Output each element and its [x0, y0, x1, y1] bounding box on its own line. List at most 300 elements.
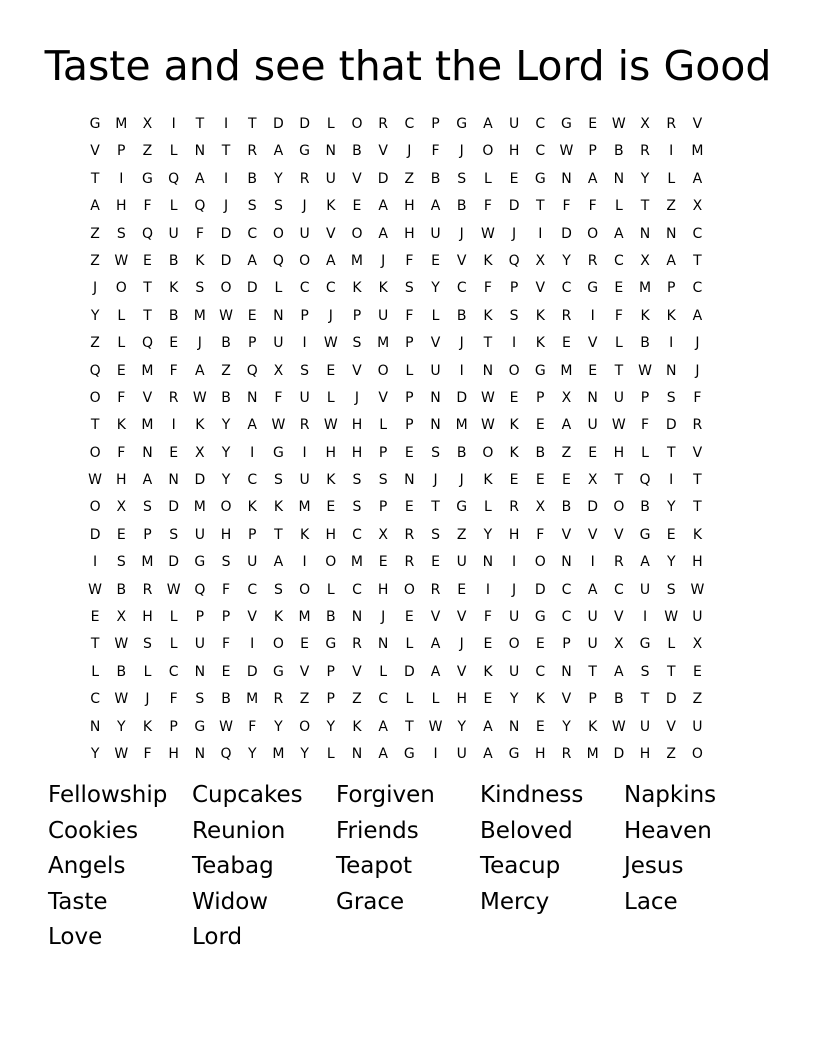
grid-letter: O — [89, 499, 101, 516]
grid-letter: M — [350, 252, 364, 269]
grid-letter: T — [247, 116, 257, 132]
grid-letter: V — [456, 609, 467, 626]
grid-letter: D — [246, 280, 258, 297]
grid-letter: M — [638, 280, 652, 297]
grid-letter: U — [508, 116, 520, 132]
grid-letter: T — [405, 718, 414, 735]
grid-letter: K — [535, 335, 545, 352]
grid-letter: R — [352, 636, 362, 653]
grid-letter: O — [220, 499, 232, 516]
grid-letter: W — [88, 472, 103, 489]
grid-letter: A — [483, 745, 493, 762]
grid-letter: V — [247, 609, 257, 626]
grid-letter: S — [143, 499, 152, 516]
grid-letter: U — [325, 170, 336, 187]
grid-letter: Y — [117, 718, 126, 735]
grid-letter: O — [89, 389, 101, 406]
grid-letter: M — [141, 417, 154, 434]
grid-row — [82, 741, 738, 768]
grid-letter: L — [274, 280, 283, 297]
grid-letter: W — [611, 718, 626, 735]
grid-letter: I — [590, 554, 595, 571]
grid-letter: O — [89, 444, 101, 461]
grid-letter: T — [640, 198, 650, 215]
grid-letter: I — [171, 417, 176, 434]
grid-letter: S — [352, 335, 362, 352]
grid-letter: P — [247, 526, 257, 543]
grid-letter: E — [169, 444, 179, 461]
grid-letter: U — [692, 718, 703, 735]
grid-letter: L — [326, 389, 335, 406]
grid-letter: N — [168, 472, 179, 489]
word-list-item: Teacup — [480, 853, 561, 880]
grid-row — [82, 275, 738, 302]
grid-letter: F — [693, 389, 702, 406]
grid-letter: B — [640, 335, 650, 352]
grid-letter: I — [485, 581, 490, 598]
grid-letter: U — [508, 609, 520, 626]
grid-letter: C — [613, 581, 624, 598]
word-list-item: Cookies — [48, 817, 139, 844]
grid-letter: F — [169, 362, 178, 379]
grid-letter: T — [90, 636, 100, 653]
grid-letter: Y — [221, 472, 231, 489]
grid-letter: G — [142, 170, 153, 187]
grid-letter: K — [483, 663, 493, 680]
grid-letter: L — [405, 636, 414, 653]
grid-letter: W — [166, 581, 181, 598]
grid-letter: S — [666, 581, 676, 598]
grid-letter: K — [352, 280, 362, 297]
grid-letter: U — [430, 225, 441, 242]
grid-letter: R — [299, 170, 310, 187]
grid-letter: R — [299, 417, 310, 434]
grid-letter: N — [273, 307, 284, 324]
grid-letter: Y — [274, 170, 283, 187]
grid-letter: N — [561, 170, 572, 187]
grid-letter: P — [117, 143, 126, 160]
grid-letter: I — [250, 636, 255, 653]
grid-letter: U — [692, 609, 703, 626]
grid-letter: G — [89, 116, 101, 132]
grid-letter: W — [480, 417, 495, 434]
grid-letter: D — [665, 691, 677, 708]
grid-letter: E — [352, 198, 362, 215]
grid-letter: A — [378, 718, 388, 735]
grid-letter: N — [404, 472, 415, 489]
grid-letter: P — [195, 609, 205, 626]
grid-letter: E — [169, 335, 179, 352]
grid-letter: V — [90, 143, 100, 160]
grid-letter: F — [483, 198, 492, 215]
grid-letter: J — [512, 581, 517, 598]
grid-letter: W — [690, 581, 705, 598]
grid-letter: I — [669, 472, 674, 489]
grid-letter: U — [299, 225, 310, 242]
grid-letter: W — [114, 745, 129, 762]
grid-letter: X — [116, 499, 127, 516]
word-list-item: Forgiven — [336, 782, 435, 808]
grid-letter: O — [351, 116, 363, 132]
grid-letter: S — [352, 499, 362, 516]
grid-letter: Q — [508, 252, 520, 269]
grid-letter: O — [220, 280, 232, 297]
grid-letter: V — [352, 170, 362, 187]
grid-letter: V — [456, 663, 467, 680]
grid-letter: T — [483, 335, 493, 352]
grid-letter: V — [692, 116, 703, 132]
grid-letter: S — [509, 307, 519, 324]
grid-letter: A — [587, 581, 598, 598]
grid-letter: H — [639, 745, 651, 762]
grid-letter: A — [142, 472, 153, 489]
grid-letter: K — [116, 417, 126, 434]
grid-letter: J — [328, 307, 333, 324]
grid-letter: P — [588, 691, 597, 708]
grid-letter: J — [695, 362, 700, 379]
grid-letter: K — [142, 718, 153, 735]
grid-letter: X — [535, 499, 546, 516]
grid-letter: V — [666, 718, 676, 735]
grid-letter: L — [326, 581, 335, 598]
word-list-item: Jesus — [624, 853, 684, 880]
grid-letter: P — [221, 609, 231, 626]
grid-letter: Y — [509, 691, 519, 708]
grid-letter: E — [535, 718, 545, 735]
grid-letter: R — [273, 691, 284, 708]
grid-letter: O — [299, 718, 311, 735]
grid-letter: U — [508, 663, 520, 680]
word-list-item: Taste — [48, 888, 108, 915]
grid-letter: E — [404, 609, 414, 626]
grid-letter: O — [403, 581, 415, 598]
grid-letter: T — [666, 444, 676, 461]
grid-letter: T — [143, 307, 152, 324]
grid-letter: A — [247, 417, 257, 434]
grid-letter: D — [273, 116, 284, 132]
grid-letter: E — [247, 307, 257, 324]
grid-letter: A — [430, 636, 441, 653]
grid-letter: V — [378, 389, 388, 406]
grid-letter: M — [350, 554, 364, 571]
grid-letter: H — [456, 691, 467, 708]
grid-letter: E — [457, 581, 467, 598]
grid-letter: I — [302, 554, 307, 571]
grid-letter: N — [246, 389, 258, 406]
grid-letter: S — [431, 444, 440, 461]
grid-letter: T — [666, 663, 676, 680]
grid-letter: W — [114, 691, 129, 708]
grid-letter: M — [586, 745, 599, 762]
grid-letter: L — [169, 143, 178, 160]
grid-letter: H — [351, 444, 363, 461]
grid-letter: W — [638, 362, 652, 379]
grid-letter: C — [535, 663, 546, 680]
grid-letter: P — [562, 636, 571, 653]
grid-letter: F — [405, 307, 414, 324]
grid-letter: E — [588, 116, 598, 132]
grid-letter: Q — [141, 225, 153, 242]
grid-letter: I — [669, 335, 674, 352]
grid-letter: Y — [666, 499, 676, 516]
grid-letter: G — [639, 636, 651, 653]
grid-letter: C — [247, 225, 258, 242]
grid-letter: K — [509, 444, 519, 461]
grid-letter: B — [456, 444, 467, 461]
grid-letter: O — [508, 636, 520, 653]
grid-letter: S — [273, 472, 283, 489]
grid-letter: Z — [666, 745, 677, 762]
grid-letter: G — [456, 499, 468, 516]
grid-letter: J — [197, 335, 202, 352]
grid-letter: G — [534, 362, 546, 379]
grid-letter: M — [141, 554, 154, 571]
grid-letter: L — [405, 691, 414, 708]
grid-letter: K — [588, 718, 598, 735]
grid-letter: P — [169, 718, 178, 735]
grid-letter: V — [325, 225, 336, 242]
grid-letter: S — [169, 526, 179, 543]
grid-letter: V — [352, 362, 362, 379]
grid-letter: D — [456, 389, 468, 406]
grid-letter: X — [692, 636, 703, 653]
grid-letter: U — [299, 472, 310, 489]
grid-row — [82, 385, 738, 412]
grid-letter: H — [508, 143, 520, 160]
grid-letter: N — [482, 554, 494, 571]
grid-letter: Z — [142, 143, 153, 160]
grid-letter: D — [561, 225, 572, 242]
grid-letter: E — [535, 417, 545, 434]
grid-letter: A — [483, 116, 493, 132]
grid-letter: A — [90, 198, 100, 215]
grid-letter: G — [272, 663, 284, 680]
word-list-item: Beloved — [480, 817, 573, 844]
grid-letter: E — [221, 663, 231, 680]
grid-letter: J — [459, 636, 464, 653]
grid-row — [82, 221, 738, 248]
grid-letter: V — [352, 663, 362, 680]
grid-letter: T — [693, 472, 702, 489]
grid-letter: D — [665, 417, 677, 434]
grid-letter: U — [299, 389, 310, 406]
grid-letter: D — [403, 663, 415, 680]
grid-letter: X — [587, 472, 598, 489]
grid-row — [82, 577, 738, 604]
grid-letter: C — [352, 581, 362, 598]
grid-letter: E — [588, 444, 598, 461]
grid-letter: L — [431, 691, 440, 708]
grid-letter: T — [195, 116, 205, 132]
grid-letter: C — [535, 116, 546, 132]
grid-letter: W — [559, 143, 574, 160]
grid-letter: L — [326, 116, 335, 132]
grid-letter: K — [300, 526, 310, 543]
grid-letter: G — [325, 636, 337, 653]
grid-letter: E — [431, 554, 440, 571]
grid-letter: A — [614, 663, 624, 680]
grid-letter: K — [692, 526, 702, 543]
grid-letter: O — [613, 499, 625, 516]
grid-letter: H — [325, 526, 337, 543]
grid-letter: R — [404, 554, 415, 571]
grid-letter: L — [117, 335, 126, 352]
grid-letter: K — [640, 307, 650, 324]
grid-letter: Q — [194, 198, 206, 215]
grid-letter: N — [142, 444, 153, 461]
word-search-grid — [82, 111, 738, 768]
grid-letter: V — [587, 526, 598, 543]
grid-letter: W — [480, 225, 495, 242]
grid-letter: Q — [220, 745, 232, 762]
grid-letter: O — [272, 636, 284, 653]
grid-row — [82, 522, 738, 549]
grid-letter: V — [535, 280, 546, 297]
grid-letter: F — [274, 389, 283, 406]
grid-letter: X — [142, 116, 153, 132]
grid-letter: C — [325, 280, 336, 297]
grid-letter: B — [535, 444, 546, 461]
grid-letter: X — [640, 252, 650, 269]
grid-letter: J — [381, 609, 386, 626]
grid-letter: O — [587, 225, 599, 242]
grid-letter: M — [193, 499, 206, 516]
grid-letter: B — [352, 143, 362, 160]
grid-letter: F — [536, 526, 545, 543]
grid-letter: N — [665, 362, 677, 379]
grid-letter: M — [455, 417, 468, 434]
grid-letter: Y — [483, 526, 493, 543]
word-list-item: Grace — [336, 888, 405, 915]
grid-letter: W — [480, 389, 495, 406]
grid-letter: Y — [90, 307, 100, 324]
grid-letter: D — [613, 745, 625, 762]
grid-letter: V — [430, 609, 441, 626]
grid-letter: F — [614, 307, 623, 324]
grid-letter: S — [195, 280, 205, 297]
grid-letter: A — [430, 198, 441, 215]
grid-letter: J — [93, 280, 98, 297]
grid-letter: P — [378, 444, 388, 461]
grid-letter: Q — [272, 252, 284, 269]
grid-letter: G — [299, 143, 311, 160]
grid-letter: K — [273, 609, 283, 626]
grid-letter: B — [614, 691, 624, 708]
grid-letter: P — [143, 526, 152, 543]
grid-letter: J — [459, 225, 464, 242]
grid-letter: Q — [194, 581, 206, 598]
grid-letter: D — [168, 499, 180, 516]
grid-letter: S — [143, 636, 152, 653]
grid-letter: C — [692, 280, 703, 297]
grid-letter: G — [508, 745, 520, 762]
grid-letter: F — [195, 225, 204, 242]
grid-letter: Z — [90, 335, 100, 352]
grid-letter: V — [561, 691, 572, 708]
grid-letter: M — [560, 362, 573, 379]
grid-letter: N — [194, 663, 206, 680]
grid-letter: G — [194, 554, 206, 571]
grid-letter: J — [354, 389, 360, 406]
word-list-item: Napkins — [624, 782, 717, 808]
grid-letter: N — [89, 718, 101, 735]
grid-letter: S — [221, 554, 231, 571]
grid-letter: A — [273, 143, 284, 160]
grid-letter: K — [378, 280, 388, 297]
grid-letter: E — [431, 252, 440, 269]
grid-row — [82, 686, 738, 713]
grid-letter: U — [587, 417, 598, 434]
grid-letter: M — [272, 745, 285, 762]
grid-letter: Z — [561, 444, 572, 461]
grid-letter: B — [116, 581, 127, 598]
grid-letter: K — [535, 307, 545, 324]
grid-row — [82, 412, 738, 439]
grid-letter: F — [117, 389, 126, 406]
grid-letter: M — [193, 307, 206, 324]
grid-row — [82, 631, 738, 658]
grid-letter: M — [141, 362, 154, 379]
grid-letter: A — [666, 252, 676, 269]
grid-letter: B — [456, 307, 467, 324]
word-list-item: Teabag — [192, 853, 274, 880]
grid-letter: P — [405, 389, 414, 406]
grid-letter: L — [379, 663, 388, 680]
grid-letter: I — [590, 307, 595, 324]
grid-letter: T — [431, 499, 440, 516]
grid-letter: T — [693, 252, 702, 269]
grid-letter: F — [143, 198, 152, 215]
grid-letter: E — [326, 499, 336, 516]
grid-letter: X — [116, 609, 127, 626]
grid-letter: V — [378, 143, 388, 160]
grid-letter: Z — [456, 526, 467, 543]
grid-letter: W — [219, 307, 233, 324]
grid-letter: J — [381, 252, 386, 269]
grid-row — [82, 303, 738, 330]
grid-letter: B — [116, 663, 127, 680]
grid-letter: O — [325, 554, 337, 571]
grid-letter: R — [404, 526, 415, 543]
grid-letter: E — [116, 362, 126, 379]
grid-letter: B — [561, 499, 572, 516]
grid-letter: F — [641, 417, 650, 434]
grid-letter: I — [302, 444, 307, 461]
grid-letter: X — [535, 252, 546, 269]
grid-letter: A — [273, 554, 284, 571]
grid-letter: T — [90, 170, 100, 187]
grid-letter: I — [642, 609, 648, 626]
grid-letter: W — [323, 335, 338, 352]
grid-letter: D — [89, 526, 101, 543]
grid-letter: A — [614, 225, 624, 242]
grid-letter: L — [143, 663, 152, 680]
grid-letter: X — [378, 526, 388, 543]
grid-letter: B — [614, 143, 624, 160]
grid-letter: O — [508, 362, 520, 379]
grid-letter: D — [246, 663, 258, 680]
grid-letter: P — [666, 280, 676, 297]
grid-letter: O — [351, 225, 363, 242]
grid-letter: L — [667, 636, 676, 653]
grid-letter: F — [483, 280, 492, 297]
grid-letter: G — [561, 116, 572, 132]
grid-letter: A — [195, 170, 205, 187]
grid-letter: E — [666, 526, 676, 543]
grid-letter: W — [323, 417, 338, 434]
grid-letter: G — [403, 745, 415, 762]
grid-letter: Y — [247, 745, 257, 762]
